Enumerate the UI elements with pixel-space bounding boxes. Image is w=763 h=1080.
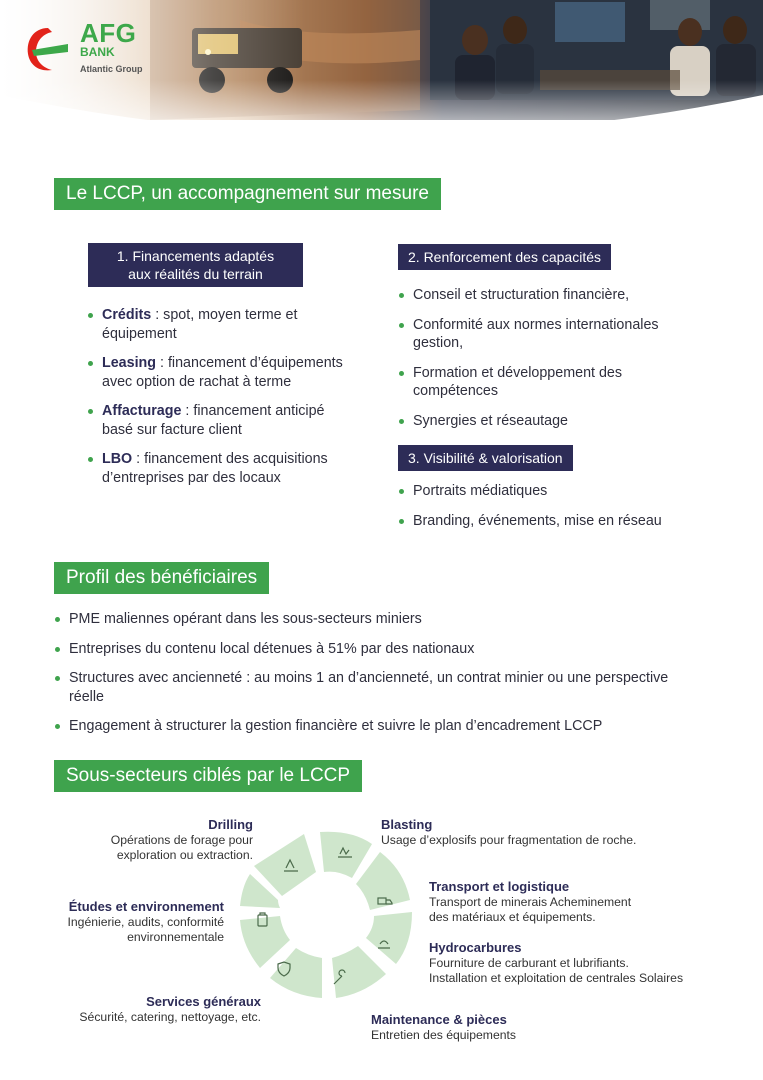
list-item: Conseil et structuration financière, — [397, 286, 707, 305]
sector-desc-line1: Entretien des équipements — [371, 1027, 516, 1042]
list-item: Conformité aux normes internationales gestion, — [397, 316, 707, 353]
list-item: Portraits médiatiques — [397, 482, 707, 501]
logo-brand: AFG — [80, 18, 137, 48]
afg-bank-logo — [22, 20, 172, 82]
sector-name: Études et environnement — [68, 899, 224, 914]
list-item — [86, 402, 358, 439]
term: Leasing — [102, 355, 157, 371]
sector-desc-line1: Usage d’explosifs pour fragmentation de roche. — [381, 832, 637, 847]
sector-desc-line1: Opérations de forage pour — [110, 832, 253, 847]
term-description: : financement d’équipements avec option de rachat à terme — [102, 355, 343, 390]
sector-name: Transport et logistique — [429, 879, 570, 894]
logo-bank: BANK — [80, 45, 115, 59]
term: LBO — [102, 451, 133, 467]
sector-desc-line1: Transport de minerais Acheminement — [429, 894, 632, 909]
sector-desc-line1: Sécurité, catering, nettoyage, etc. — [79, 1009, 261, 1024]
sector-desc-line1: Fourniture de carburant et lubrifiants. — [429, 955, 629, 970]
sector-etudes — [20, 899, 224, 946]
sector-maintenance — [371, 1012, 621, 1043]
list-item: Synergies et réseautage — [397, 412, 707, 431]
financements-list — [86, 306, 358, 498]
term: Crédits — [102, 307, 152, 323]
sector-name: Maintenance & pièces — [371, 1012, 507, 1027]
logo-group: Atlantic Group — [80, 64, 143, 74]
sector-wheel — [234, 826, 424, 1026]
section-title-sous-secteurs: Sous-secteurs ciblés par le LCCP — [54, 760, 362, 792]
hero-banner — [0, 0, 763, 175]
list-item: Engagement à structurer la gestion financière et suivre le plan d’encadrement LCCP — [53, 717, 683, 736]
sector-name: Services généraux — [146, 994, 261, 1009]
sector-drilling — [60, 817, 253, 864]
list-item: PME maliennes opérant dans les sous-secteurs miniers — [53, 610, 683, 629]
term-description: : financement des acquisitions d’entreprises par des locaux — [102, 451, 328, 486]
term-description: : financement anticipé basé sur facture client — [102, 403, 325, 438]
sector-hydrocarbures — [429, 940, 749, 987]
sector-services — [30, 994, 261, 1025]
sector-blasting — [381, 817, 711, 848]
list-item: Entreprises du contenu local détenues à 51% par des nationaux — [53, 640, 683, 659]
subsection-title-line2: aux réalités du terrain — [128, 266, 263, 282]
list-item — [86, 354, 358, 391]
subsection-title-line1: 1. Financements adaptés — [116, 248, 275, 264]
list-item: Structures avec ancienneté : au moins 1 an d’ancienneté, un contrat minier ou une perspective réelle — [53, 669, 683, 706]
sector-desc-line2: des matériaux et équipements. — [429, 910, 596, 924]
subsection-title-visibilite: 3. Visibilité & valorisation — [398, 445, 573, 471]
term-description: : spot, moyen terme et équipement — [102, 307, 298, 342]
sector-name: Drilling — [208, 817, 253, 832]
list-item: Formation et développement des compétences — [397, 364, 707, 401]
list-item — [86, 450, 358, 487]
section-title-accompagnement: Le LCCP, un accompagnement sur mesure — [54, 178, 441, 210]
profil-list — [53, 610, 683, 747]
section-title-profil: Profil des bénéficiaires — [54, 562, 269, 594]
sector-name: Hydrocarbures — [429, 940, 522, 955]
sector-transport — [429, 879, 729, 926]
sector-name: Blasting — [381, 817, 433, 832]
list-item — [86, 306, 358, 343]
renforcement-list — [397, 286, 707, 441]
list-item: Branding, événements, mise en réseau — [397, 512, 707, 531]
sector-desc-line1: Ingénierie, audits, conformité — [67, 914, 224, 929]
term: Affacturage — [102, 403, 182, 419]
sector-desc-line2: Installation et exploitation de centrales Solaires — [429, 971, 684, 985]
subsection-title-financements — [88, 243, 303, 287]
sector-desc-line2: environnementale — [127, 930, 224, 944]
visibilite-list — [397, 482, 707, 541]
sector-desc-line2: exploration ou extraction. — [116, 848, 253, 862]
subsection-title-renforcement: 2. Renforcement des capacités — [398, 244, 611, 270]
logo-mark-icon — [22, 24, 74, 76]
